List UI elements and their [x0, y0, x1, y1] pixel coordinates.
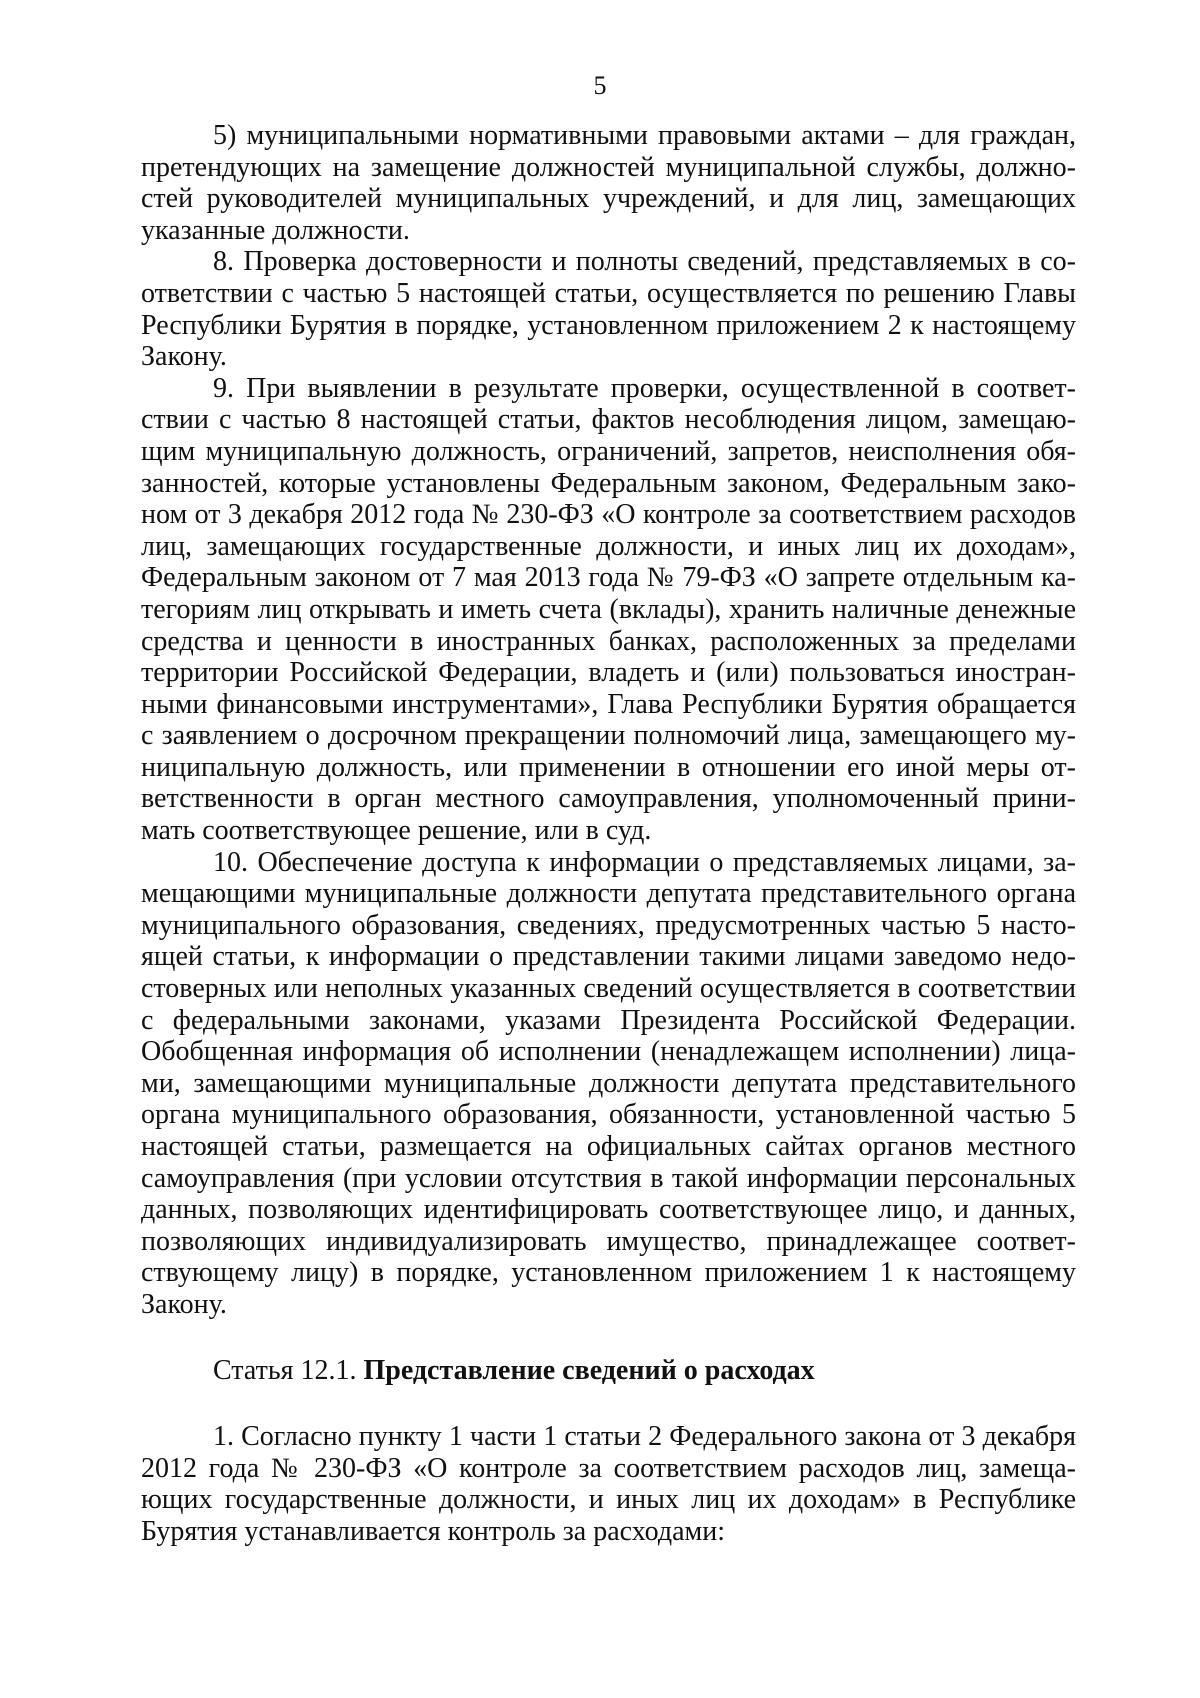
page-number: 5: [593, 71, 607, 100]
article-heading: [141, 1355, 1076, 1387]
paragraph-item-5: 5) муниципальными нормативными правовыми актами – для граждан, претендующих на замещение должностей муниципальной службы, должностей руководителей муниципальных учреждений, и для лиц, замещающих указанные должности.: [141, 120, 1076, 246]
paragraph-10: 10. Обеспечение доступа к информации о представляемых лицами, замещающими муниципальные должности депутата представительного органа муниципального образования, сведениях, предусмотренных частью 5 настоящей статьи, к информации о представлении такими лицами заведомо недостоверных или неполных указанных сведений осуществляется в соответствии с федеральными законами, указами Президента Российской Федерации. Обобщенная информация об исполнении (ненадлежащем исполнении) лицами, замещающими муниципальные должности депутата представительного органа муниципального образования, обязанности, установленной частью 5 настоящей статьи, размещается на официальных сайтах органов местного самоуправления (при условии отсутствия в такой информации персональных данных, позволяющих идентифицировать соответствующее лицо, и данных, позволяющих индивидуализировать имущество, принадлежащее соответствующему лицу) в порядке, установленном приложением 1 к настоящему Закону.: [141, 846, 1076, 1320]
paragraph-article-1: 1. Согласно пункту 1 части 1 статьи 2 Федерального закона от 3 декабря 2012 года № 230-ФЗ «О контроле за соответствием расходов лиц, замещающих государственные должности, и иных лиц их доходам» в Республике Бурятия устанавливается контроль за расходами:: [141, 1421, 1076, 1547]
paragraph-8: 8. Проверка достоверности и полноты сведений, представляемых в соответствии с частью 5 настоящей статьи, осуществляется по решению Главы Республики Бурятия в порядке, установленном приложением 2 к настоящему Закону.: [141, 246, 1076, 373]
article-number: Статья 12.1.: [213, 1354, 357, 1386]
paragraph-9: 9. При выявлении в результате проверки, осуществленной в соответствии с частью 8 настоящей статьи, фактов несоблюдения лицом, замещающим муниципальную должность, ограничений, запретов, неисполнения обязанностей, которые установлены Федеральным законом, Федеральным законом от 3 декабря 2012 года № 230-ФЗ «О контроле за соответствием расходов лиц, замещающих государственные должности, и иных лиц их доходам», Федеральным законом от 7 мая 2013 года № 79-ФЗ «О запрете отдельным категориям лиц открывать и иметь счета (вклады), хранить наличные денежные средства и ценности в иностранных банках, расположенных за пределами территории Российской Федерации, владеть и (или) пользоваться иностранными финансовыми инструментами», Глава Республики Бурятия обращается с заявлением о досрочном прекращении полномочий лица, замещающего муниципальную должность, или применении в отношении его иной меры ответственности в орган местного самоуправления, уполномоченный принимать соответствующее решение, или в суд.: [141, 372, 1076, 847]
document-body: [141, 120, 1076, 1548]
article-title: Представление сведений о расходах: [363, 1354, 815, 1386]
